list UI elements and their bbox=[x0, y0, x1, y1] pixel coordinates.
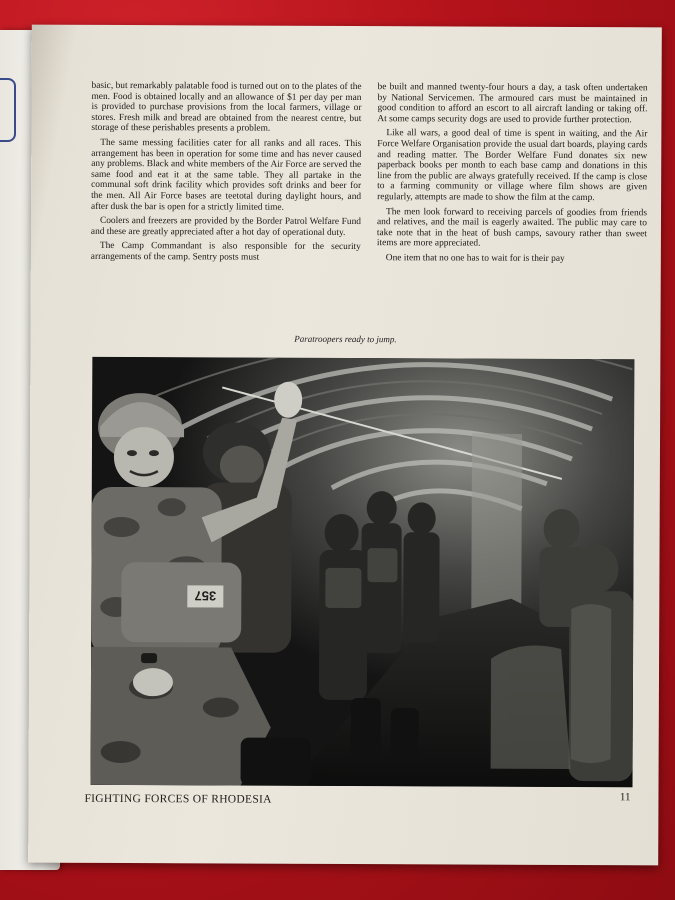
paragraph: basic, but remarkably palatable food is turned out on to the plates of the men. Food is obtained locally and an allowance of $1 per day per man is provided to purchase provisions from the local farmers, village or stores. Fresh milk and bread are obtained from the nearest centre, but storage of these perishables presents a problem. bbox=[91, 80, 362, 135]
publication-title: FIGHTING FORCES OF RHODESIA bbox=[84, 792, 272, 806]
pack-number-label: 357 bbox=[194, 588, 217, 604]
page-number: 11 bbox=[619, 791, 631, 804]
paragraph: Coolers and freezers are provided by the Border Patrol Welfare Fund and these are greatly appreciated after a hot day of operational duty. bbox=[90, 216, 361, 238]
paratroopers-illustration bbox=[91, 357, 635, 787]
blue-border-decoration bbox=[0, 78, 16, 142]
paratroopers-photo bbox=[91, 357, 635, 787]
paragraph: The same messing facilities cater for all ranks and all races. This arrangement has been in operation for some time and has never caused any problems. Black and white members of the Air Force are served the same food and eat it at the same table. They all partake in the communal soft drink facility which provides soft drinks and beer for the men. All Air Force bases are teetotal during daylight hours, and after dusk the bar is open for a strictly limited time. bbox=[91, 137, 362, 213]
right-column bbox=[376, 82, 647, 351]
paragraph: One item that no one has to wait for is their pay bbox=[385, 253, 565, 264]
magazine-page bbox=[28, 25, 662, 866]
paragraph: The Camp Commandant is also responsible for the security arrangements of the camp. Sentry posts must bbox=[90, 241, 361, 263]
photo-caption: Paratroopers ready to jump. bbox=[294, 333, 397, 345]
paragraph: be built and manned twenty-four hours a day, a task often undertaken by National Servicemen. The armoured cars must be maintained in good condition to afford an escort to all aircraft landing or taking off. At some camps security dogs are used to provide further protection. bbox=[377, 82, 648, 126]
article-body bbox=[90, 81, 647, 351]
paragraph: Like all wars, a good deal of time is spent in waiting, and the Air Force Welfare Organisation provide the usual dart boards, playing cards and reading matter. The Border Welfare Fund donates six new paperback books per month to each base camp and donations in this line from the public are always gratefully received. If the camp is close to a farming community or village where film shows are given regularly, attempts are made to show the film at the camp. bbox=[377, 128, 648, 204]
left-column bbox=[90, 81, 361, 350]
paragraph: The men look forward to receiving parcels of goodies from friends and relatives, and the mail is eagerly awaited. The public may care to take note that in the heat of bush camps, savoury rather than sweet items are more appreciated. bbox=[376, 206, 648, 249]
